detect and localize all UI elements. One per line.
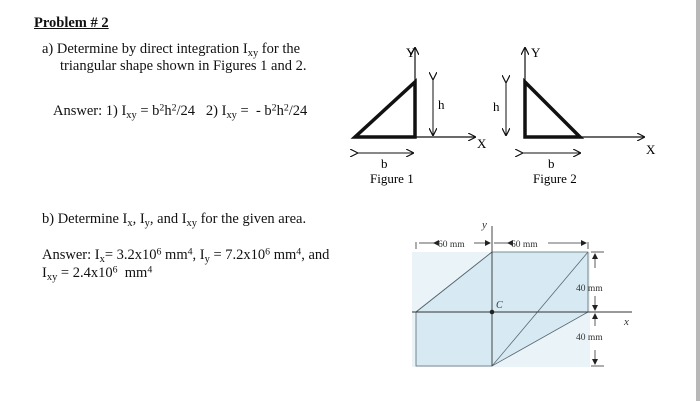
- dim-left-label: 60 mm: [438, 240, 465, 250]
- dim-lower-label: 40 mm: [576, 333, 603, 343]
- figure-2-caption: Figure 2: [533, 171, 577, 186]
- centroid-label: C: [496, 300, 503, 311]
- b-label: b: [381, 156, 388, 171]
- part-a-question-line1: a) Determine by direct integration $I_{xy}$ for the: [42, 41, 301, 59]
- triangle-shape: [355, 82, 415, 137]
- triangle-shape: [525, 82, 580, 137]
- dim-upper-label: 40 mm: [576, 284, 603, 294]
- problem-title: Problem # 2: [34, 15, 109, 31]
- figure-1-diagram: [340, 40, 500, 190]
- h-label: h: [493, 99, 500, 114]
- part-b-answer-line2: $I_{xy} = 2.4x10^6$ $mm^4$: [42, 264, 153, 283]
- centroid-point: [490, 310, 495, 315]
- b-label: b: [548, 156, 555, 171]
- y-axis-label: y: [482, 219, 487, 231]
- part-a-answer: Answer: 1) $I_{xy} = b^2h^2/24$ 2) $I_{xy}$ = - $b^2h^2/24$: [53, 102, 308, 121]
- part-b-answer-line1: Answer: $I_x= 3.2x10^6$ $mm^4$, $I_y = 7.2x10^6$ $mm^4$, and: [42, 246, 330, 265]
- dim-right-label: 60 mm: [511, 240, 538, 250]
- y-axis-label: Y: [531, 45, 541, 60]
- x-axis-label: X: [477, 136, 487, 151]
- y-axis-label: Y: [406, 45, 416, 60]
- h-label: h: [438, 97, 445, 112]
- page-edge: [696, 0, 700, 401]
- figure-1-caption: Figure 1: [370, 171, 414, 186]
- figure-2-diagram: [480, 40, 670, 190]
- figure-3-diagram: [410, 212, 640, 377]
- part-b-question: b) Determine $I_x$, $I_y$, and $I_{xy}$ for the given area.: [42, 211, 307, 229]
- x-axis-label: x: [624, 316, 629, 328]
- part-a-question-line2: triangular shape shown in Figures 1 and 2.: [60, 58, 307, 74]
- x-axis-label: X: [646, 142, 656, 157]
